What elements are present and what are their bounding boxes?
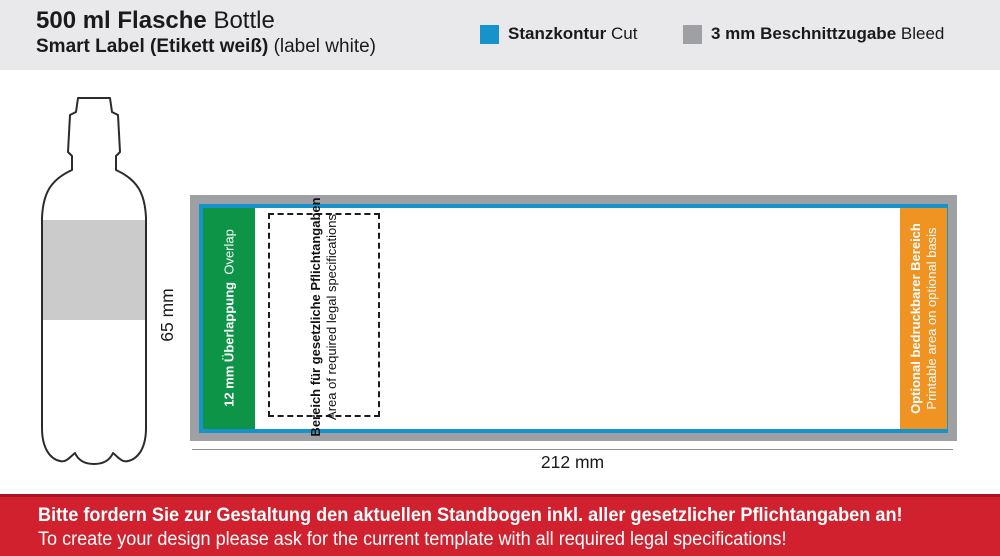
legend-bleed	[683, 24, 944, 44]
overlap-label-de: 12 mm Überlappung	[221, 281, 236, 407]
legend-cut	[480, 24, 637, 44]
optional-label-de: Optional bedruckbarer Bereich	[907, 223, 923, 414]
optional-label-en: Printable area on optional basis	[923, 227, 939, 410]
subtitle-english: (label white)	[273, 36, 376, 57]
legend-bleed-label-en: Bleed	[900, 24, 945, 43]
subtitle-german: Smart Label (Etikett weiß)	[36, 36, 269, 57]
title-block	[36, 6, 376, 58]
notice-banner	[0, 494, 1000, 556]
optional-strip-label	[900, 208, 947, 429]
overlap-label-text	[221, 229, 236, 407]
title-german: 500 ml Flasche	[36, 7, 207, 34]
page-subtitle	[36, 35, 376, 58]
legal-label-de: Bereich für gesetzliche Pflichtangaben	[308, 197, 323, 437]
legend-cut-label-de: Stanzkontur	[508, 24, 607, 43]
legend-bleed-label	[711, 24, 944, 44]
bottle-illustration	[40, 88, 160, 468]
legend-bleed-label-de: 3 mm Beschnittzugabe	[711, 24, 897, 43]
header-bar	[0, 0, 1000, 70]
overlap-strip-label	[203, 208, 255, 429]
width-dimension-line	[192, 449, 953, 450]
overlap-label-en: Overlap	[221, 229, 236, 275]
bleed-color-swatch	[683, 25, 702, 44]
title-english: Bottle	[213, 7, 275, 34]
page-title	[36, 6, 376, 35]
notice-german: Bitte fordern Sie zur Gestaltung den aktuellen Standbogen inkl. aller gesetzlicher Pflichtangaben an!	[38, 504, 903, 526]
bottle-label-band	[41, 220, 147, 320]
legend-cut-label-en: Cut	[610, 24, 638, 43]
legal-label-en: Area of required legal specifications	[324, 214, 339, 420]
legend-cut-label	[508, 24, 637, 44]
notice-english: To create your design please ask for the current template with all required legal specifications!	[38, 529, 787, 550]
cut-color-swatch	[480, 25, 499, 44]
height-dimension-label: 65 mm	[156, 288, 177, 342]
legal-area-label	[292, 197, 356, 437]
width-dimension-label: 212 mm	[540, 452, 605, 472]
